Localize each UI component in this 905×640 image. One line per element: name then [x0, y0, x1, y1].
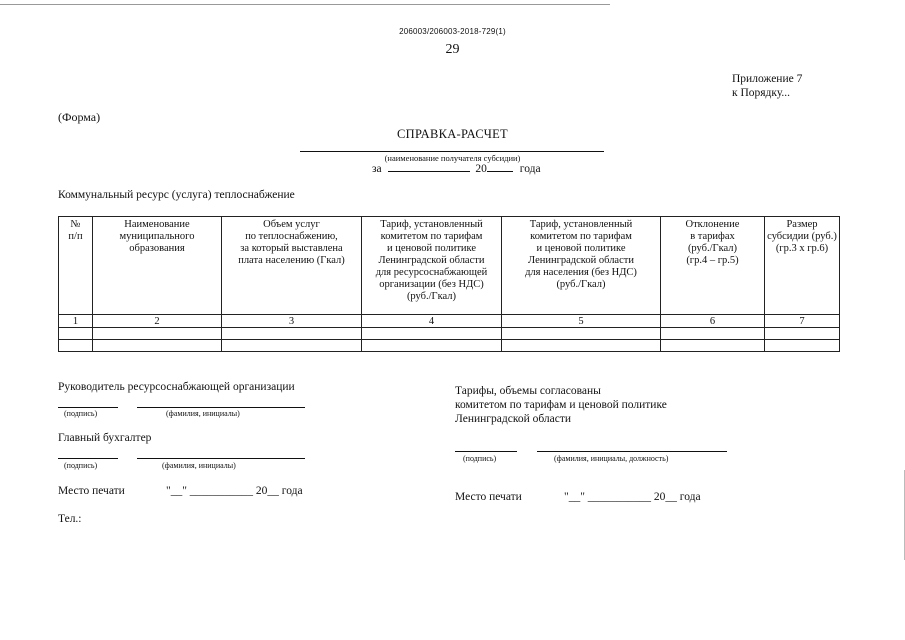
- table-row: [59, 328, 840, 340]
- recipient-line: [300, 151, 604, 152]
- table-header-cell: Тариф, установленный комитетом по тарифам и ценовой политике Ленинградской области для ресурсоснабжающей организации (без НДС) (руб./Гкал): [362, 217, 502, 315]
- table-header-cell: Размер субсидии (руб.) (гр.3 х гр.6): [765, 217, 840, 315]
- table-column-number: 7: [765, 315, 840, 328]
- approval-line-3: Ленинградской области: [455, 413, 572, 425]
- resource-line: Коммунальный ресурс (услуга) теплоснабжение: [58, 189, 295, 201]
- head-name-line: [137, 407, 305, 408]
- document-id: 206003/206003-2018-729(1): [399, 27, 506, 36]
- left-date-field: "__" ___________ 20__ года: [166, 485, 303, 497]
- subsidy-table: [58, 216, 840, 352]
- table-column-number: 2: [93, 315, 222, 328]
- phone-label: Тел.:: [58, 513, 82, 525]
- accountant-name-label: (фамилия, инициалы): [162, 461, 236, 470]
- head-title: Руководитель ресурсоснабжающей организации: [58, 381, 295, 393]
- table-column-number: 5: [502, 315, 661, 328]
- period-year-prefix: 20: [475, 163, 487, 175]
- period-year-blank: [487, 171, 513, 172]
- form-label: (Форма): [58, 110, 101, 124]
- recipient-note: (наименование получателя субсидии): [384, 153, 521, 163]
- approval-name-line: [537, 451, 727, 452]
- table-header-row: [59, 217, 840, 315]
- left-stamp-label: Место печати: [58, 485, 125, 497]
- head-name-label: (фамилия, инициалы): [166, 409, 240, 418]
- appendix-line-1: Приложение 7: [732, 73, 803, 85]
- approval-block: [455, 384, 667, 426]
- right-date-field: "__" ___________ 20__ года: [564, 491, 701, 503]
- right-stamp-label: Место печати: [455, 491, 522, 503]
- document-title: СПРАВКА-РАСЧЕТ: [397, 127, 508, 141]
- accountant-title: Главный бухгалтер: [58, 432, 152, 444]
- accountant-name-line: [137, 458, 305, 459]
- table-row: [59, 340, 840, 352]
- accountant-sign-label: (подпись): [64, 461, 98, 470]
- appendix-line-2: к Порядку...: [732, 87, 791, 99]
- period-prefix: за: [372, 163, 382, 175]
- table-column-number: 1: [59, 315, 93, 328]
- approval-sign-line: [455, 451, 517, 452]
- page-number: 29: [445, 42, 460, 57]
- appendix-reference: [732, 72, 802, 100]
- period-suffix: года: [519, 163, 541, 175]
- table-column-number-row: [59, 315, 840, 328]
- table-header-cell: Наименование муниципального образования: [93, 217, 222, 315]
- approval-line-2: комитетом по тарифам и ценовой политике: [455, 399, 667, 411]
- table-header-cell: Отклонение в тарифах (руб./Гкал) (гр.4 – гр.5): [661, 217, 765, 315]
- table-column-number: 6: [661, 315, 765, 328]
- table-header-cell: Объем услуг по теплоснабжению, за который выставлена плата населению (Гкал): [222, 217, 362, 315]
- approval-line-1: Тарифы, объемы согласованы: [455, 385, 601, 397]
- scan-edge-line: [0, 4, 610, 5]
- accountant-sign-line: [58, 458, 118, 459]
- table-column-number: 3: [222, 315, 362, 328]
- approval-name-label: (фамилия, инициалы, должность): [554, 454, 669, 463]
- approval-sign-label: (подпись): [463, 454, 497, 463]
- table-column-number: 4: [362, 315, 502, 328]
- period-line: [372, 163, 541, 175]
- table-header-cell: Тариф, установленный комитетом по тарифам и ценовой политике Ленинградской области для населения (без НДС) (руб./Гкал): [502, 217, 661, 315]
- head-sign-label: (подпись): [64, 409, 98, 418]
- head-sign-line: [58, 407, 118, 408]
- period-month-blank: [388, 171, 470, 172]
- table-header-cell: № п/п: [59, 217, 93, 315]
